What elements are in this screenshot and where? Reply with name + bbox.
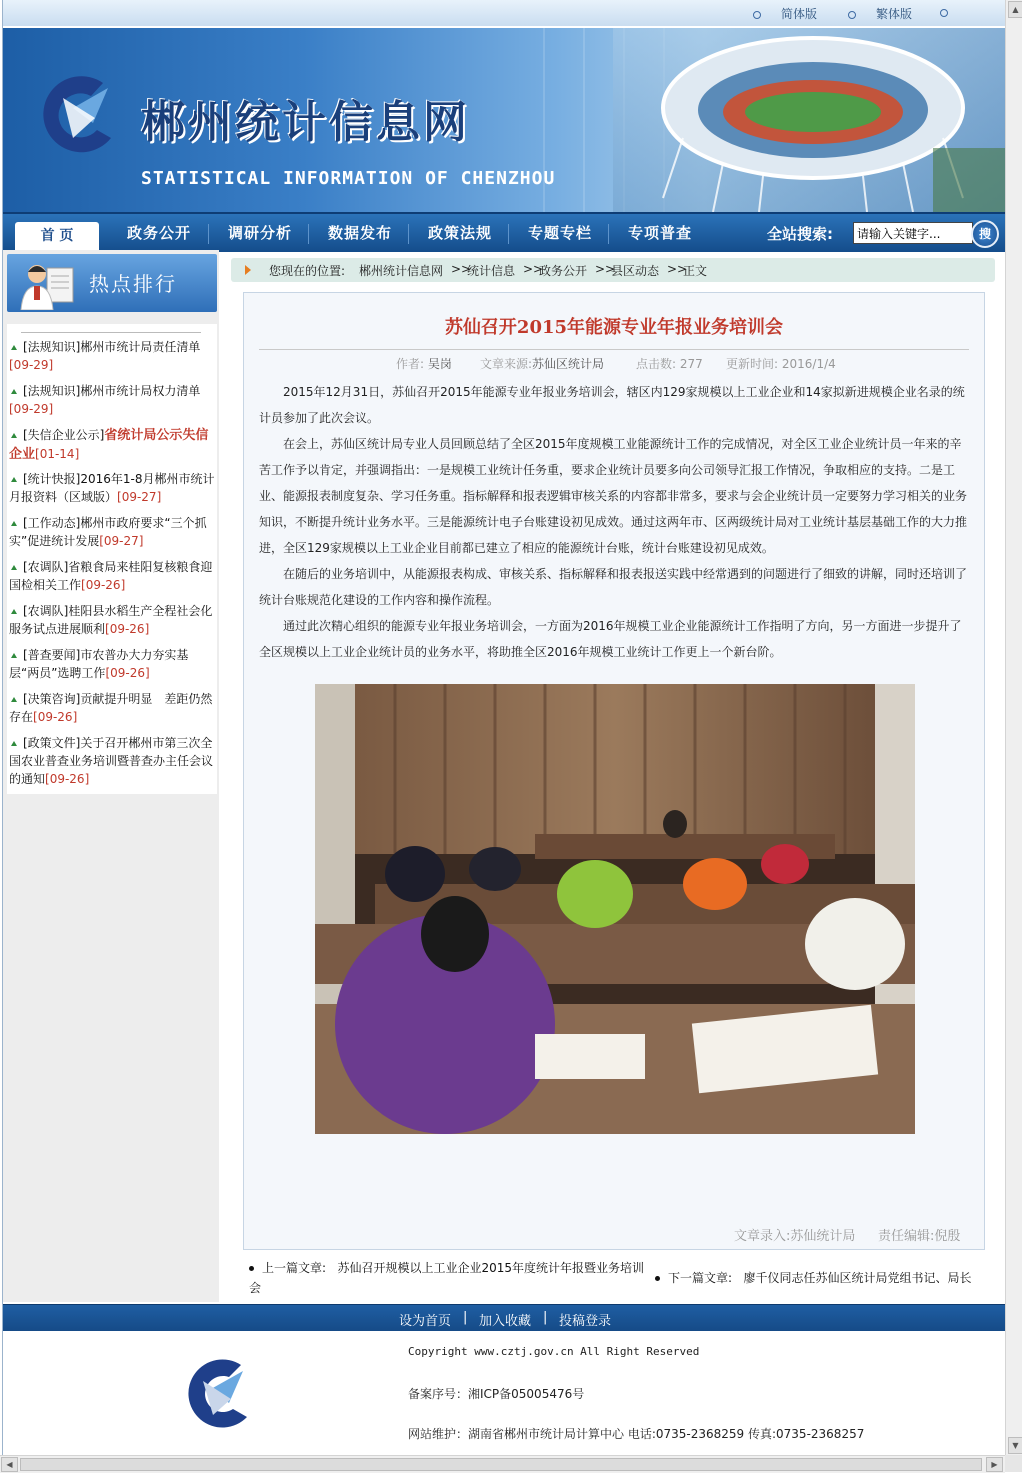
list-item-text: [普查要闻]市农普办大力夯实基层“两员”选聘工作	[9, 648, 189, 680]
search-button[interactable]: 搜	[971, 220, 999, 248]
set-homepage-link[interactable]: 设为首页	[399, 1314, 452, 1329]
triangle-bullet-icon	[11, 741, 17, 746]
next-label: 下一篇文章:	[668, 1271, 733, 1285]
breadcrumb-label: 您现在的位置:	[269, 264, 346, 278]
list-item[interactable]	[9, 382, 217, 418]
breadcrumb-item-stat-info[interactable]: 统计信息	[467, 264, 516, 278]
vertical-scrollbar[interactable]	[1005, 0, 1022, 1455]
list-item[interactable]	[9, 602, 217, 638]
list-item-date: [09-27]	[99, 534, 144, 548]
list-item[interactable]	[9, 734, 217, 788]
nav-item-census[interactable]: 专项普查	[628, 224, 693, 242]
footer-sep: |	[543, 1310, 548, 1325]
top-language-bar	[3, 0, 1005, 26]
meta-label: 文章来源:	[480, 357, 533, 371]
search-input[interactable]	[853, 222, 973, 244]
triangle-bullet-icon	[11, 521, 17, 526]
left-sidebar	[3, 250, 219, 1302]
triangle-bullet-icon	[11, 565, 17, 570]
bullet-icon	[249, 1266, 254, 1271]
list-item-date: [09-26]	[105, 622, 150, 636]
hot-ranking-header	[7, 254, 217, 312]
nav-separator	[608, 224, 609, 244]
article-paragraph: 通过此次精心组织的能源专业年报业务培训会，一方面为2016年规模工业企业能源统计工作指明了方向，另一方面进一步提升了全区规模以上工业企业统计员的业务水平，将助推全区2016年规模工业统计工作更上一个新台阶。	[259, 619, 962, 659]
article-source	[480, 355, 604, 372]
list-item-date: [09-29]	[9, 402, 54, 416]
article-panel	[243, 292, 985, 1250]
next-title: 廖千仪同志任苏仙区统计局党组书记、局长	[743, 1271, 972, 1285]
list-item-date: [09-27]	[117, 490, 162, 504]
meta-value: 吴岗	[427, 357, 452, 371]
list-item[interactable]	[9, 470, 217, 506]
meta-value: 苏仙区统计局	[532, 357, 605, 371]
list-item-text: [农调队]桂阳县水稻生产全程社会化服务试点进展顺利	[9, 604, 213, 636]
nav-separator	[508, 224, 509, 244]
add-favorite-link[interactable]: 加入收藏	[479, 1314, 532, 1329]
prev-article-link[interactable]	[249, 1258, 649, 1298]
article-author	[396, 355, 452, 372]
breadcrumb-item-home[interactable]: 郴州统计信息网	[359, 264, 444, 278]
article-title: 苏仙召开2015年能源专业年报业务培训会	[444, 317, 784, 338]
list-item-date: [09-26]	[81, 578, 126, 592]
nav-item-research[interactable]: 调研分析	[228, 224, 293, 242]
list-item-text: [工作动态]郴州市政府要求“三个抓实”促进统计发展	[9, 516, 207, 548]
list-item-highlight: 省统计局公示失信企业	[9, 428, 209, 462]
scroll-right-icon[interactable]: ▶	[986, 1457, 1003, 1472]
site-footer	[3, 1331, 1005, 1455]
horizontal-scrollbar[interactable]	[0, 1455, 1005, 1473]
lang-simplified-label: 简体版	[781, 7, 818, 21]
lang-simplified-link[interactable]	[753, 5, 817, 22]
list-item-date: [09-26]	[33, 710, 78, 724]
breadcrumb-item-county-news[interactable]: 县区动态	[611, 264, 660, 278]
maintenance-text: 网站维护：湖南省郴州市统计局计算中心 电话:0735-2368259 传真:0735-2368257	[408, 1427, 865, 1441]
divider	[21, 332, 201, 333]
nav-item-government[interactable]: 政务公开	[127, 224, 192, 242]
nav-item-policy[interactable]: 政策法规	[428, 224, 493, 242]
next-article-link[interactable]	[655, 1268, 995, 1288]
list-item[interactable]	[9, 646, 217, 682]
meeting-photo	[315, 684, 915, 1134]
breadcrumb-sep: >>	[451, 262, 472, 276]
meta-label: 文章录入:	[734, 1229, 791, 1244]
article-entry	[734, 1225, 855, 1244]
triangle-bullet-icon	[11, 609, 17, 614]
scroll-left-icon[interactable]: ◀	[1, 1457, 18, 1472]
bullet-icon	[940, 9, 948, 17]
bullet-icon	[655, 1276, 660, 1281]
prev-title: 苏仙召开规模以上工业企业2015年度统计年报暨业务培训会	[249, 1261, 645, 1295]
breadcrumb-item-current: 正文	[683, 264, 708, 278]
bullet-icon	[753, 11, 761, 19]
lang-extra-bullet	[940, 5, 968, 19]
triangle-bullet-icon	[11, 653, 17, 658]
breadcrumb-sep: >>	[667, 262, 688, 276]
article-paragraph: 在会上，苏仙区统计局专业人员回顾总结了全区2015年度规模工业能源统计工作的完成情况，对全区工业企业统计员一年来的辛苦工作予以肯定，并强调指出：一是规模工业统计任务重，要求企业统计员要多向公司领导汇报工作情况，争取相应的支持。二是工业、能源报表制度复杂、学习任务重。指标解释和报表逻辑审核关系的内容都非常多，要求与会企业统计员一定要努力学习相关的业务知识，不断提升统计业务水平。三是能源统计电子台账建设初见成效。通过这两年市、区两级统计局对工业统计基层基础工作的大力推进，全区129家规模以上工业企业目前都已建立了相应的能源统计台账，统计台账建设初见成效。	[259, 437, 968, 555]
hot-ranking-title: 热点排行	[89, 272, 177, 296]
page-frame	[2, 0, 1006, 1472]
doctor-avatar-icon	[17, 260, 77, 310]
meta-value: 倪殷	[934, 1229, 961, 1244]
list-item[interactable]	[9, 338, 217, 374]
scroll-up-icon[interactable]: ▲	[1008, 1, 1022, 18]
lang-traditional-link[interactable]	[848, 5, 912, 22]
meta-label: 点击数:	[636, 357, 677, 371]
meta-label: 责任编辑:	[878, 1229, 935, 1244]
list-item-text: [农调队]省粮食局来桂阳复核粮食迎国检相关工作	[9, 560, 213, 592]
site-title: 郴州统计信息网	[141, 97, 470, 148]
list-item[interactable]	[9, 690, 217, 726]
bullet-icon	[848, 11, 856, 19]
triangle-bullet-icon	[11, 477, 17, 482]
list-item-text: [法规知识]郴州市统计局权力清单	[23, 384, 201, 398]
meta-value: 277	[679, 357, 703, 371]
breadcrumb-sep: >>	[595, 262, 616, 276]
triangle-bullet-icon	[11, 389, 17, 394]
article-paragraph: 在随后的业务培训中，从能源报表构成、审核关系、指标解释和报表报送实践中经常遇到的问题进行了细致的讲解，同时还培训了统计台账规范化建设的工作内容和操作流程。	[259, 567, 968, 607]
breadcrumb	[231, 258, 995, 282]
list-item-date: [09-29]	[9, 358, 54, 372]
list-item[interactable]	[9, 426, 217, 464]
scroll-thumb[interactable]	[20, 1458, 982, 1471]
list-item-text: [统计快报]2016年1-8月郴州市统计月报资料（区域版）	[9, 472, 215, 504]
meta-value: 苏仙统计局	[790, 1229, 856, 1244]
meta-label: 作者:	[396, 357, 425, 371]
breadcrumb-item-government[interactable]: 政务公开	[539, 264, 588, 278]
triangle-bullet-icon	[11, 697, 17, 702]
scroll-down-icon[interactable]: ▼	[1008, 1437, 1022, 1454]
list-item-text: [决策咨询]贡献提升明显 差距仍然存在	[9, 692, 213, 724]
prev-label: 上一篇文章:	[262, 1261, 327, 1275]
list-item-text: [政策文件]关于召开郴州市第三次全国农业普查业务培训暨普查办主任会议的通知	[9, 736, 214, 786]
nav-separator	[408, 224, 409, 244]
meta-value: 2016/1/4	[781, 357, 836, 371]
list-item[interactable]	[9, 558, 217, 594]
list-item-text: [失信企业公示]	[23, 428, 105, 442]
nav-item-data-release[interactable]: 数据发布	[328, 224, 393, 242]
nav-item-home[interactable]: 首 页	[15, 222, 99, 252]
search-label: 全站搜索:	[767, 225, 833, 243]
footer-sep: |	[463, 1310, 468, 1325]
submit-login-link[interactable]: 投稿登录	[559, 1314, 612, 1329]
nav-separator	[208, 224, 209, 244]
icp-text: 备案序号：湘ICP备05005476号	[408, 1387, 585, 1401]
lang-traditional-label: 繁体版	[876, 7, 913, 21]
triangle-bullet-icon	[11, 345, 17, 350]
main-nav	[3, 212, 1005, 252]
footer-nav	[3, 1304, 1005, 1332]
nav-item-topics[interactable]: 专题专栏	[528, 224, 593, 242]
copyright-text: Copyright www.cztj.gov.cn All Right Reserved	[408, 1345, 700, 1358]
list-item[interactable]	[9, 514, 217, 550]
footer-logo-icon	[175, 1353, 265, 1433]
arrow-right-icon	[245, 265, 251, 275]
triangle-bullet-icon	[11, 433, 17, 438]
article-editor	[878, 1225, 960, 1244]
site-subtitle: STATISTICAL INFORMATION OF CHENZHOU	[141, 168, 556, 189]
article-paragraph: 2015年12月31日，苏仙召开2015年能源专业年报业务培训会，辖区内129家规模以上工业企业和14家拟新进规模企业名录的统计员参加了此次会议。	[259, 385, 965, 425]
site-banner	[3, 28, 1005, 212]
stadium-image	[613, 28, 1005, 212]
meta-label: 更新时间:	[726, 357, 779, 371]
list-item-text: [法规知识]郴州市统计局责任清单	[23, 340, 201, 354]
list-item-date: [01-14]	[35, 447, 80, 461]
list-item-date: [09-26]	[105, 666, 150, 680]
breadcrumb-sep: >>	[523, 262, 544, 276]
hot-ranking-list	[7, 324, 217, 794]
list-item-date: [09-26]	[45, 772, 90, 786]
site-logo-icon	[33, 68, 128, 163]
nav-separator	[308, 224, 309, 244]
article-updated	[726, 355, 836, 372]
article-hits	[636, 355, 703, 372]
scrollbar-corner	[1005, 1455, 1022, 1472]
divider	[259, 349, 969, 350]
